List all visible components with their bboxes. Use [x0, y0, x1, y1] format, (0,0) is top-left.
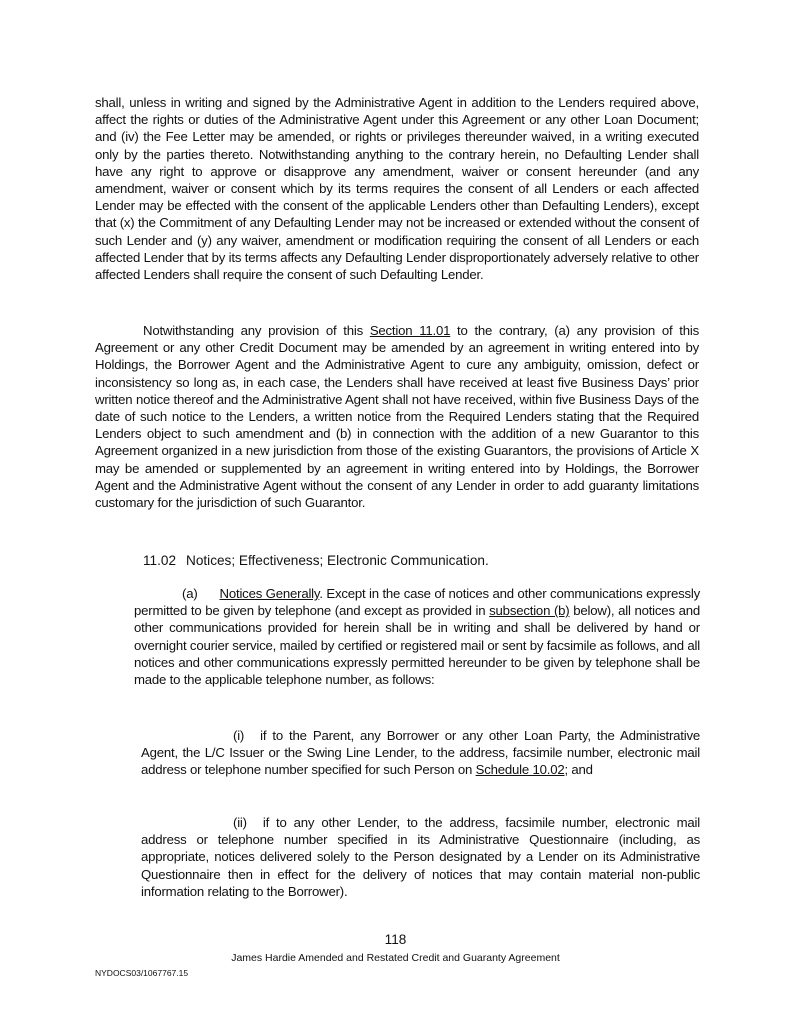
footer-title: James Hardie Amended and Restated Credit and Guaranty Agreement — [231, 952, 560, 964]
clause-text-after: ; and — [564, 762, 593, 778]
section-title: Notices; Effectiveness; Electronic Communication. — [186, 553, 489, 568]
subsection-heading: Notices Generally — [219, 586, 320, 601]
subsection-text-2: below), all notices and other communications provided for herein shall be in writing and shall be delivered by hand or overnight courier service, mailed by certified or registered mail or sent by facsimile as follows, and all notices and other communications expressly permitted hereunder to be given by telephone shall be made to the applicable telephone number, as follows: — [134, 603, 700, 688]
paragraph-amendments-continued — [95, 94, 699, 283]
paragraph-text: shall, unless in writing and signed by the Administrative Agent in addition to the Lenders required above, affect the rights or duties of the Administrative Agent under this Agreement or any other Loan Document; and (iv) the Fee Letter may be amended, or rights or privileges thereunder waived, in a writing executed only by the parties thereto. Notwithstanding anything to the contrary herein, no Defaulting Lender shall have any right to approve or disapprove any amendment, waiver or consent hereunder (and any amendment, waiver or consent which by its terms requires the consent of all Lenders or each affected Lender may be effected with the consent of the applicable Lenders other than Defaulting Lenders), except that (x) the Commitment of any Defaulting Lender may not be increased or extended without the consent of such Lender and (y) any waiver, amendment or modification requiring the consent of all Lenders or each affected Lender that by its terms affects any Defaulting Lender disproportionately adversely relative to other affected Lenders shall require the consent of such Defaulting Lender. — [95, 95, 699, 283]
paragraph-text-before: Notwithstanding any provision of this — [143, 323, 370, 338]
clause-i — [141, 727, 700, 779]
section-reference-link[interactable]: Section 11.01 — [369, 323, 451, 338]
clause-text: if to any other Lender, to the address, facsimile number, electronic mail address or telephone number specified in its Administrative Questionnaire (including, as appropriate, notices delivered solely to the Person designated by a Lender on its Administrative Questionnaire then in effect for the delivery of notices that may contain material non-public information relating to the Borrower). — [141, 815, 700, 899]
paragraph-text-after: to the contrary, (a) any provision of this Agreement or any other Credit Document may be amended by an agreement in writing entered into by Holdings, the Borrower Agent and the Administrative Agent to cure any ambiguity, omission, defect or inconsistency so long as, in each case, the Lenders shall have received at least five Business Days’ prior written notice thereof and the Administrative Agent shall not have received, within five Business Days of the date of such notice to the Lenders, a written notice from the Required Lenders stating that the Required Lenders object to such amendment and (b) in connection with the addition of a new Guarantor to this Agreement organized in a new jurisdiction from those of the existing Guarantors, the provisions of Article X may be amended or supplemented by an agreement in writing entered into by Holdings, the Borrower Agent and the Administrative Agent without the consent of any Lender in order to add guaranty limitations customary for the jurisdiction of such Guarantor. — [95, 323, 699, 511]
document-id: NYDOCS03/1067767.15 — [95, 968, 189, 978]
subsection-text-1: . Except in the case of notices and other communications expressly permitted to be given by telephone (and except as provided in — [134, 586, 700, 619]
section-number: 11.02 — [143, 553, 177, 568]
paragraph-notwithstanding — [95, 322, 699, 511]
page-number: 118 — [384, 932, 407, 947]
subsection-a — [134, 585, 700, 688]
clause-ii — [141, 814, 700, 900]
clause-label: (i) — [233, 728, 245, 743]
subsection-reference-link[interactable]: subsection (b) — [489, 603, 570, 619]
clause-text: if to the Parent, any Borrower or any other Loan Party, the Administrative Agent, the L/C Issuer or the Swing Line Lender, to the address, facsimile number, electronic mail address or telephone number specified for such Person on — [141, 728, 700, 778]
subsection-label: (a) — [182, 586, 198, 601]
section-heading — [143, 552, 489, 570]
clause-label: (ii) — [233, 815, 247, 830]
schedule-reference-link[interactable]: Schedule 10.02 — [475, 762, 565, 778]
